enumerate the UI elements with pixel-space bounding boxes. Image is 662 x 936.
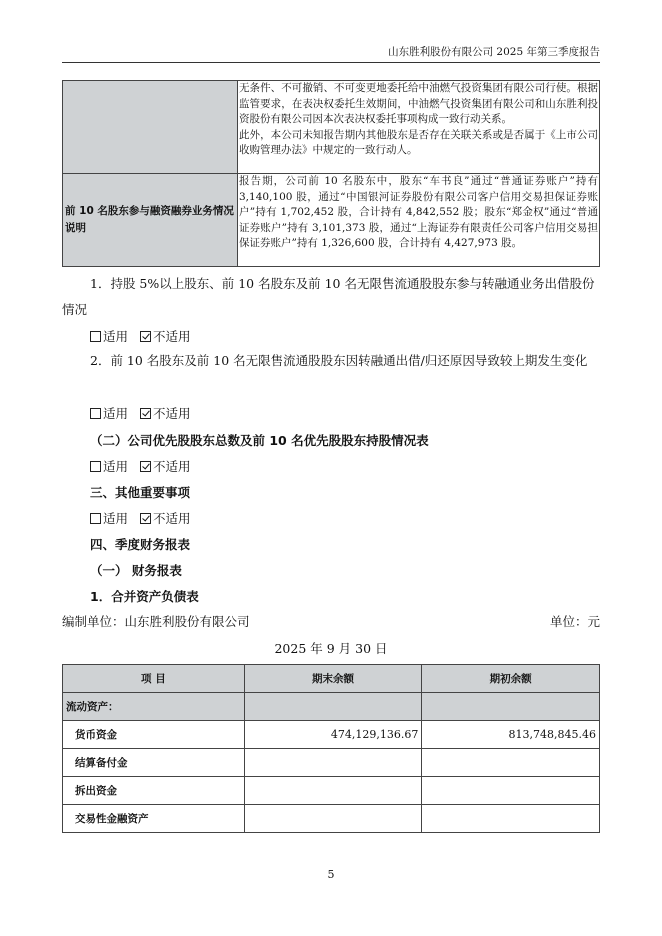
unit-label: 单位：元	[549, 614, 600, 629]
row-begin-value	[422, 693, 600, 721]
row-end-value	[244, 777, 422, 805]
compiler-label: 编制单位：山东胜利股份有限公司	[62, 614, 250, 629]
option-group	[90, 509, 191, 527]
checked-box-icon[interactable]	[140, 461, 151, 472]
table-text-cell	[238, 81, 600, 174]
heading-statements: （一） 财务报表	[90, 563, 182, 578]
row-name: 流动资产：	[63, 693, 245, 721]
column-header-item: 项 目	[63, 665, 245, 693]
checked-box-icon[interactable]	[140, 331, 151, 342]
option-applicable: 适用	[103, 329, 129, 344]
balance-sheet-table	[62, 664, 600, 833]
unchecked-box-icon[interactable]	[90, 408, 101, 419]
page-header	[62, 44, 600, 63]
heading-balance-sheet: 1．合并资产负债表	[90, 589, 199, 604]
table-row	[63, 805, 600, 833]
row-end-value: 474,129,136.67	[244, 721, 422, 749]
table-row	[63, 721, 600, 749]
compiler-row	[62, 612, 600, 630]
shareholder-relation-table	[62, 80, 600, 267]
page-number: 5	[327, 868, 335, 881]
row-name: 拆出资金	[63, 777, 245, 805]
option-applicable: 适用	[103, 459, 129, 474]
unchecked-box-icon[interactable]	[90, 461, 101, 472]
unchecked-box-icon[interactable]	[90, 513, 101, 524]
table-header-row	[63, 665, 600, 693]
table-row	[63, 693, 600, 721]
option-not-applicable: 不适用	[153, 459, 191, 474]
section-refinancing-lending: 1．持股 5%以上股东、前 10 名股东及前 10 名无限售流通股股东参与转融通业务出借股份情况	[62, 276, 595, 317]
heading-financial-statements: 四、季度财务报表	[90, 537, 191, 552]
option-group	[90, 327, 191, 345]
option-not-applicable: 不适用	[153, 511, 191, 526]
table-row	[63, 749, 600, 777]
option-applicable: 适用	[103, 511, 129, 526]
option-group	[90, 404, 191, 422]
table-row	[63, 174, 600, 267]
row-end-value	[244, 749, 422, 777]
relation-paragraph: 无条件、不可撤销、不可变更地委托给中油燃气投资集团有限公司行使。根据监管要求，在表决权委托生效期间，中油燃气投资集团有限公司和山东胜利投资股份有限公司因本次表决权委托事项构成一致行动关系。	[239, 82, 598, 126]
row-end-value	[244, 805, 422, 833]
option-applicable: 适用	[103, 406, 129, 421]
table-row	[63, 777, 600, 805]
row-name: 货币资金	[63, 721, 245, 749]
checked-box-icon[interactable]	[140, 408, 151, 419]
option-group	[90, 457, 191, 475]
table-row	[63, 81, 600, 174]
row-name: 交易性金融资产	[63, 805, 245, 833]
header-title: 山东胜利股份有限公司 2025 年第三季度报告	[388, 46, 600, 58]
row-begin-value	[422, 777, 600, 805]
heading-preferred-shares: （二）公司优先股股东总数及前 10 名优先股股东持股情况表	[90, 433, 429, 448]
table-label-cell	[63, 81, 238, 174]
column-header-begin: 期初余额	[422, 665, 600, 693]
row-end-value	[244, 693, 422, 721]
margin-trading-text: 报告期，公司前 10 名股东中，股东“车书良”通过“普通证券账户”持有 3,140,100 股，通过“中国银河证券股份有限公司客户信用交易担保证券账户”持有 1,702,452 股，合计持有 4,842,552 股；股东“郑金权”通过“普通证券账户”持有 3,101,373 股，通过“上海证券有限责任公司客户信用交易担保证券账户”持有 1,326,600 股，合计持有 4,427,973 股。	[238, 174, 600, 267]
row-begin-value: 813,748,845.46	[422, 721, 600, 749]
column-header-end: 期末余额	[244, 665, 422, 693]
checked-box-icon[interactable]	[140, 513, 151, 524]
row-name: 结算备付金	[63, 749, 245, 777]
margin-trading-label: 前 10 名股东参与融资融券业务情况说明	[63, 174, 238, 267]
option-not-applicable: 不适用	[153, 406, 191, 421]
option-not-applicable: 不适用	[153, 329, 191, 344]
heading-other-matters: 三、其他重要事项	[90, 485, 191, 500]
unchecked-box-icon[interactable]	[90, 331, 101, 342]
row-begin-value	[422, 805, 600, 833]
statement-date: 2025 年 9 月 30 日	[274, 641, 388, 656]
relation-paragraph-2: 此外，本公司未知报告期内其他股东是否存在关联关系或是否属于《上市公司收购管理办法》中规定的一致行动人。	[239, 128, 598, 157]
row-begin-value	[422, 749, 600, 777]
section-refinancing-change: 2．前 10 名股东及前 10 名无限售流通股股东因转融通出借/归还原因导致较上期发生变化	[90, 353, 588, 368]
